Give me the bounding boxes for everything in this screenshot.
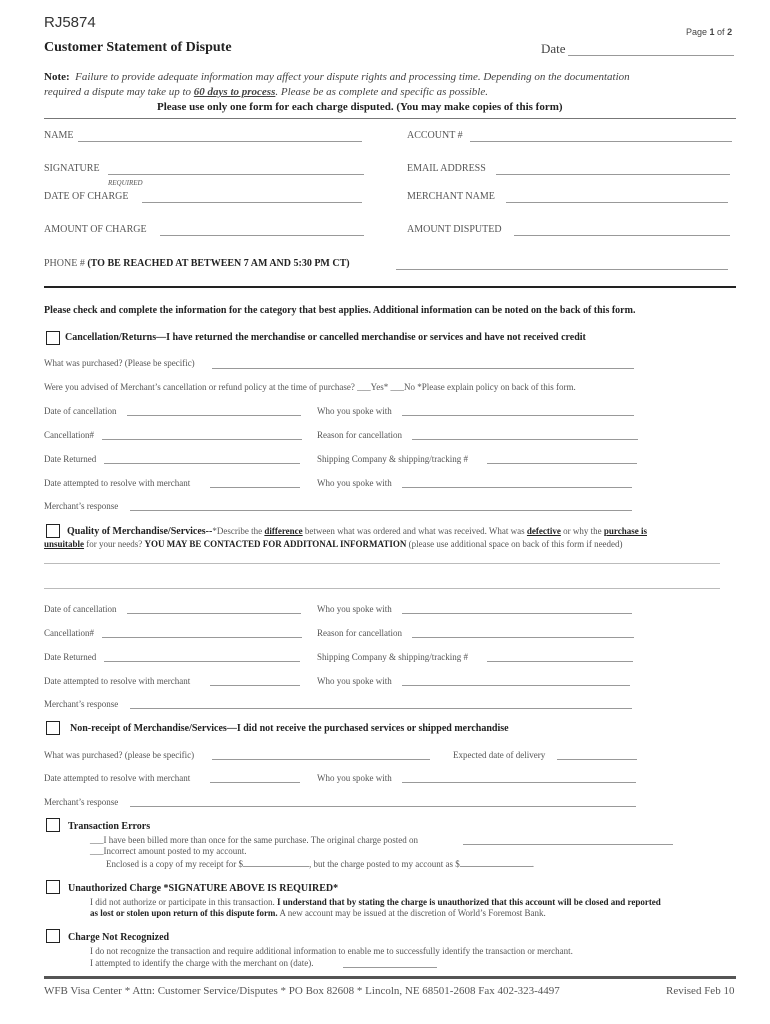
s2-who1-label: Who you spoke with <box>317 604 392 614</box>
s3-date-attempt-field[interactable] <box>210 782 300 783</box>
s2-date-returned-field[interactable] <box>104 661 300 662</box>
s1-cancel-no-field[interactable] <box>102 439 302 440</box>
phone-label <box>44 258 350 269</box>
quality-text-5: or why the <box>560 526 604 536</box>
cancellation-checkbox[interactable] <box>46 331 60 345</box>
s5-text-2a: as lost or stolen upon return of this dispute form. <box>90 908 278 918</box>
transaction-errors-checkbox[interactable] <box>46 818 60 832</box>
non-receipt-title: Non-receipt of Merchandise/Services—I did not receive the purchased services or shipped merchandise <box>70 723 509 734</box>
note-line3: Please use only one form for each charge disputed. (You may make copies of this form) <box>157 101 563 113</box>
quality-contact-notice: YOU MAY BE CONTACTED FOR ADDITONAL INFORMATION <box>144 539 407 549</box>
note-60-days: 60 days to process <box>193 86 276 98</box>
s5-line-2 <box>90 908 546 918</box>
s1-shipping-field[interactable] <box>487 463 637 464</box>
date-field[interactable] <box>568 55 734 56</box>
quality-title: Quality of Merchandise/Services-- <box>67 526 213 537</box>
amount-of-charge-label: AMOUNT OF CHARGE <box>44 224 147 235</box>
amount-disputed-field[interactable] <box>514 235 730 236</box>
s1-date-attempt-field[interactable] <box>210 487 300 488</box>
s1-shipping-label: Shipping Company & shipping/tracking # <box>317 454 468 464</box>
s3-response-label: Merchant’s response <box>44 797 119 807</box>
s6-line-1: I do not recognize the transaction and require additional information to enable me to successfully identify the transaction or merchant. <box>90 946 573 956</box>
s3-response-field[interactable] <box>130 806 636 807</box>
note-text-2a: required a dispute may take up to <box>44 86 194 98</box>
s6-identify-date-field[interactable] <box>343 967 437 968</box>
quality-text-1: *Describe the <box>212 526 265 536</box>
cancellation-title: Cancellation/Returns—I have returned the merchandise or cancelled merchandise or services and have not received credit <box>65 332 586 343</box>
s2-date-attempt-label: Date attempted to resolve with merchant <box>44 676 191 686</box>
s1-response-label: Merchant’s response <box>44 501 119 511</box>
signature-label: SIGNATURE <box>44 163 100 174</box>
phone-field[interactable] <box>396 269 728 270</box>
s1-cancel-no-label: Cancellation# <box>44 430 94 440</box>
phone-prefix: PHONE # <box>44 258 88 269</box>
s1-who1-field[interactable] <box>402 415 634 416</box>
s4-receipt-amount-field[interactable] <box>243 858 309 867</box>
form-title: Customer Statement of Dispute <box>44 40 232 55</box>
s4-receipt-text-b: , but the charge posted to my account as $ <box>308 859 460 869</box>
s2-shipping-label: Shipping Company & shipping/tracking # <box>317 652 468 662</box>
category-instructions: Please check and complete the information for the category that best applies. Additional information can be noted on the back of this form. <box>44 305 636 316</box>
s1-date-returned-label: Date Returned <box>44 454 97 464</box>
fields-divider <box>44 286 736 288</box>
s4-receipt-line <box>106 858 534 869</box>
s2-date-cancel-field[interactable] <box>127 613 301 614</box>
s1-date-cancel-label: Date of cancellation <box>44 406 117 416</box>
email-field[interactable] <box>496 174 730 175</box>
s2-who1-field[interactable] <box>402 613 632 614</box>
quality-desc-field-2[interactable] <box>44 588 720 589</box>
note-text-2c: . Please be as complete and specific as possible. <box>275 86 488 98</box>
s5-line-1 <box>90 897 661 907</box>
s1-what-field[interactable] <box>212 368 634 369</box>
note-line2 <box>44 86 488 98</box>
merchant-name-field[interactable] <box>506 202 728 203</box>
s1-who2-field[interactable] <box>402 487 632 488</box>
s2-date-attempt-field[interactable] <box>210 685 300 686</box>
s3-who-label: Who you spoke with <box>317 773 392 783</box>
s3-who-field[interactable] <box>402 782 636 783</box>
page-number: 1 <box>709 27 715 37</box>
quality-text-10: (please use additional space on back of this form if needed) <box>406 539 623 549</box>
page-prefix: Page <box>686 27 710 37</box>
form-code: RJ5874 <box>44 14 96 31</box>
s2-date-returned-label: Date Returned <box>44 652 97 662</box>
s3-date-attempt-label: Date attempted to resolve with merchant <box>44 773 191 783</box>
quality-text-8: for your needs? <box>84 539 145 549</box>
s2-response-label: Merchant’s response <box>44 699 119 709</box>
merchant-name-label: MERCHANT NAME <box>407 191 495 202</box>
amount-disputed-label: AMOUNT DISPUTED <box>407 224 502 235</box>
page-indicator <box>686 27 732 37</box>
s2-shipping-field[interactable] <box>487 661 633 662</box>
note-text-1: Failure to provide adequate information may affect your dispute rights and processing time. Depending on the documentation <box>75 71 630 83</box>
s4-incorrect-amount: ___Incorrect amount posted to my account. <box>90 846 247 856</box>
note-line1 <box>44 71 630 83</box>
s2-cancel-no-field[interactable] <box>102 637 302 638</box>
s3-what-field[interactable] <box>212 759 430 760</box>
s1-advised-text: Were you advised of Merchant’s cancellation or refund policy at the time of purchase? ___Yes* ___No *Please explain policy on back of this form. <box>44 382 576 392</box>
s1-who2-label: Who you spoke with <box>317 478 392 488</box>
quality-line-2 <box>44 539 623 549</box>
s1-reason-field[interactable] <box>412 439 638 440</box>
quality-desc-field-1[interactable] <box>44 563 720 564</box>
email-label: EMAIL ADDRESS <box>407 163 486 174</box>
date-of-charge-field[interactable] <box>142 202 362 203</box>
required-note: REQUIRED <box>108 179 143 187</box>
name-field[interactable] <box>78 141 362 142</box>
signature-field[interactable] <box>108 174 364 175</box>
s4-original-charge-field[interactable] <box>463 844 673 845</box>
unauthorized-checkbox[interactable] <box>46 880 60 894</box>
s4-posted-amount-field[interactable] <box>460 858 535 869</box>
s1-response-field[interactable] <box>130 510 632 511</box>
not-recognized-checkbox[interactable] <box>46 929 60 943</box>
quality-purchase-is: purchase is <box>603 526 647 536</box>
s3-what-label: What was purchased? (please be specific) <box>44 750 195 760</box>
phone-hours: (TO BE REACHED AT BETWEEN 7 AM AND 5:30 PM CT) <box>87 258 350 269</box>
note-label: Note: <box>44 71 70 83</box>
s1-date-returned-field[interactable] <box>104 463 300 464</box>
quality-text-3: between what was ordered and what was received. What was <box>302 526 527 536</box>
account-label: ACCOUNT # <box>407 130 463 141</box>
page-of: of <box>714 27 728 37</box>
quality-unsuitable: unsuitable <box>44 539 85 549</box>
page-total: 2 <box>727 27 733 37</box>
s4-receipt-text-a: Enclosed is a copy of my receipt for $ <box>106 859 243 869</box>
quality-difference: difference <box>264 526 303 536</box>
s3-expected-label: Expected date of delivery <box>453 750 546 760</box>
s2-date-cancel-label: Date of cancellation <box>44 604 117 614</box>
s4-billed-twice: ___I have been billed more than once for the same purchase. The original charge posted on <box>90 835 419 845</box>
footer-revised: Revised Feb 10 <box>666 985 735 997</box>
s2-who2-field[interactable] <box>402 685 630 686</box>
account-field[interactable] <box>470 141 732 142</box>
footer-address: WFB Visa Center * Attn: Customer Service/Disputes * PO Box 82608 * Lincoln, NE 68501-2608 Fax 402-323-4497 <box>44 985 560 997</box>
s5-text-1a: I did not authorize or participate in this transaction. <box>90 897 277 907</box>
s2-who2-label: Who you spoke with <box>317 676 392 686</box>
non-receipt-checkbox[interactable] <box>46 721 60 735</box>
s6-line-2: I attempted to identify the charge with the merchant on (date). <box>90 958 314 968</box>
s1-reason-label: Reason for cancellation <box>317 430 402 440</box>
s1-date-attempt-label: Date attempted to resolve with merchant <box>44 478 191 488</box>
s1-who1-label: Who you spoke with <box>317 406 392 416</box>
s2-reason-label: Reason for cancellation <box>317 628 402 638</box>
s1-date-cancel-field[interactable] <box>127 415 301 416</box>
s3-expected-field[interactable] <box>557 759 637 760</box>
transaction-errors-title: Transaction Errors <box>68 821 151 832</box>
quality-defective: defective <box>526 526 561 536</box>
date-of-charge-label: DATE OF CHARGE <box>44 191 129 202</box>
s2-reason-field[interactable] <box>412 637 634 638</box>
amount-of-charge-field[interactable] <box>160 235 364 236</box>
s2-cancel-no-label: Cancellation# <box>44 628 94 638</box>
s1-what-label: What was purchased? (Please be specific) <box>44 358 195 368</box>
s5-text-2b: A new account may be issued at the discretion of World’s Foremost Bank. <box>277 908 546 918</box>
footer-divider <box>44 976 736 979</box>
date-label: Date <box>541 41 566 56</box>
s4-receipt-text-c: . <box>531 859 535 869</box>
quality-checkbox[interactable] <box>46 524 60 538</box>
quality-title-line <box>67 526 647 537</box>
not-recognized-title: Charge Not Recognized <box>68 932 170 943</box>
header-divider <box>44 118 736 119</box>
s2-response-field[interactable] <box>130 708 632 709</box>
unauthorized-title: Unauthorized Charge *SIGNATURE ABOVE IS REQUIRED* <box>68 883 339 894</box>
name-label: NAME <box>44 130 74 141</box>
s5-text-1b: I understand that by stating the charge is unauthorized that this account will be closed and reported <box>276 897 661 907</box>
